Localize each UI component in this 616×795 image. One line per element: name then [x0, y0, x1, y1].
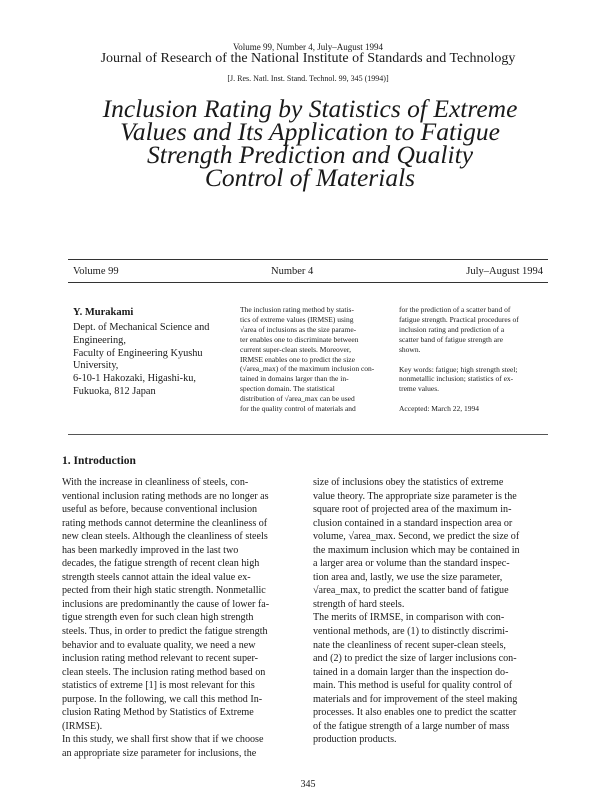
- body-line: steels. Thus, in order to predict the fatigue strength: [62, 626, 268, 638]
- abstract-line: for the prediction of a scatter band of: [399, 305, 511, 314]
- abstract-line: scatter band of fatigue strength are: [399, 334, 503, 344]
- abstract-right-column: [399, 305, 549, 414]
- author-name: Y. Murakami: [73, 307, 134, 318]
- body-line: decades, the fatigue strength of recent clean high: [62, 558, 260, 570]
- abstract-line: distribution of √area_max can be used: [240, 394, 355, 404]
- body-line: inclusion rating method relevant to recent super-: [62, 653, 258, 665]
- body-line: a larger area or volume than the standard inspec-: [313, 558, 510, 570]
- abstract-line: (√area_max) of the maximum inclusion con-: [240, 364, 375, 374]
- section-divider: [68, 434, 548, 435]
- abstract-line: fatigue strength. Practical procedures of: [399, 314, 519, 324]
- title-line: Strength Prediction and Quality: [146, 140, 474, 169]
- body-line: ventional inclusion rating methods are no longer as: [62, 490, 269, 502]
- body-line: size of inclusions obey the statistics of extreme: [313, 477, 504, 488]
- title-line: Values and Its Application to Fatigue: [120, 117, 500, 146]
- abstract-left-column: [240, 305, 390, 414]
- meta-rule-bottom: [68, 282, 548, 283]
- body-line: (IRMSE).: [62, 720, 103, 732]
- body-line: strength steels cannot attain the ideal value ex-: [62, 571, 251, 583]
- abstract-line: inclusion rating and prediction of a: [399, 324, 505, 334]
- meta-number: Number 4: [271, 266, 314, 277]
- body-line: tion area and, lastly, we use the size parameter,: [313, 571, 503, 583]
- body-line: nate the cleanliness of recent super-clean steels,: [313, 639, 506, 651]
- affiliation-line: Fukuoka, 812 Japan: [73, 385, 156, 397]
- body-line: ventional methods, are (1) to distinctly discrimi-: [313, 626, 509, 638]
- abstract-line: current super-clean steels. Moreover,: [240, 344, 351, 354]
- abstract-line: spection domain. The statistical: [240, 384, 335, 394]
- body-line: an appropriate size parameter for inclusions, the: [62, 747, 257, 759]
- title-line: Control of Materials: [204, 163, 416, 192]
- abstract-line: tics of extreme values (IRMSE) using: [240, 314, 354, 324]
- abstract-line: tained in domains larger than the in-: [240, 374, 349, 384]
- body-line: of the fatigue strength of a large number of mass: [313, 720, 510, 732]
- affiliation-line: Faculty of Engineering Kyushu: [73, 347, 203, 359]
- abstract-line: shown.: [399, 344, 421, 354]
- body-line: statistics of extreme [1] is most relevant for this: [62, 680, 255, 692]
- author-affiliation: [73, 322, 233, 399]
- abstract-line: for the quality control of materials and: [240, 404, 356, 414]
- abstract-line: √area of inclusions as the size parame-: [240, 324, 357, 334]
- body-line: purpose. In the following, we call this method In-: [62, 693, 263, 705]
- body-line: value theory. The appropriate size parameter is the: [313, 490, 517, 502]
- body-line: √area_max, to predict the scatter band of fatigue: [313, 585, 509, 597]
- body-line: inclusions are predominantly the cause of lower fa-: [62, 598, 270, 610]
- body-line: tained in a domain larger than the inspection do-: [313, 666, 509, 678]
- body-line: clusion Rating Method by Statistics of Extreme: [62, 707, 254, 719]
- body-left-column: [62, 476, 302, 760]
- body-line: useful as before, because conventional inclusion: [62, 504, 258, 516]
- section-heading: 1. Introduction: [62, 455, 136, 467]
- body-line: tigue strength even for such clean high strength: [62, 612, 254, 624]
- body-line: processes. It also enables one to predict the scatter: [313, 707, 517, 719]
- body-line: The merits of IRMSE, in comparison with con-: [313, 612, 505, 624]
- citation: [J. Res. Natl. Inst. Stand. Technol. 99, 345 (1994)]: [227, 74, 389, 83]
- body-line: production products.: [313, 734, 397, 746]
- affiliation-line: Engineering,: [73, 334, 126, 346]
- abstract-line: The inclusion rating method by statis-: [240, 305, 354, 314]
- meta-volume: Volume 99: [73, 266, 119, 277]
- body-line: With the increase in cleanliness of steels, con-: [62, 477, 249, 488]
- body-line: behavior and to evaluate quality, we need a new: [62, 639, 256, 651]
- body-line: new clean steels. Although the cleanliness of steels: [62, 531, 268, 543]
- title-line: Inclusion Rating by Statistics of Extreme: [102, 94, 518, 123]
- body-line: materials and for improvement of the steel making: [313, 693, 518, 705]
- abstract-line: ter enables one to discriminate between: [240, 334, 359, 344]
- spacer: [399, 355, 549, 365]
- body-line: main. This method is useful for quality control of: [313, 680, 513, 692]
- affiliation-line: 6-10-1 Hakozaki, Higashi-ku,: [73, 373, 196, 385]
- accepted-date: Accepted: March 22, 1994: [399, 404, 479, 414]
- body-line: square root of projected area of the maximum in-: [313, 504, 512, 516]
- body-line: strength of hard steels.: [313, 598, 405, 610]
- spacer: [399, 394, 549, 404]
- body-line: In this study, we shall first show that if we choose: [62, 734, 264, 746]
- keywords-line: treme values.: [399, 384, 439, 394]
- body-line: clean steels. The inclusion rating method based on: [62, 666, 266, 678]
- affiliation-line: University,: [73, 360, 119, 372]
- body-line: pected from their high static strength. Nonmetallic: [62, 585, 266, 597]
- body-line: clusion contained in a standard inspection area or: [313, 517, 513, 529]
- article-title: [60, 94, 560, 192]
- affiliation-line: Dept. of Mechanical Science and: [73, 322, 210, 333]
- abstract-line: IRMSE enables one to predict the size: [240, 354, 355, 364]
- body-line: volume, √area_max. Second, we predict the size of: [313, 531, 520, 543]
- body-line: has been markedly improved in the last two: [62, 544, 239, 556]
- keywords-line: Key words: fatigue; high strength steel;: [399, 364, 518, 374]
- body-line: rating methods cannot determine the cleanliness of: [62, 517, 268, 529]
- page-number: 345: [300, 779, 316, 790]
- body-line: the maximum inclusion which may be contained in: [313, 544, 520, 556]
- keywords-line: nonmetallic inclusion; statistics of ex-: [399, 374, 514, 384]
- body-line: and (2) to predict the size of larger inclusions con-: [313, 653, 517, 665]
- body-right-column: [313, 476, 553, 747]
- journal-name: Journal of Research of the National Institute of Standards and Technology: [100, 51, 516, 66]
- meta-date: July–August 1994: [466, 266, 543, 277]
- volume-issue-line: Volume 99, Number 4, July–August 1994: [232, 42, 384, 52]
- meta-rule-top: [68, 259, 548, 260]
